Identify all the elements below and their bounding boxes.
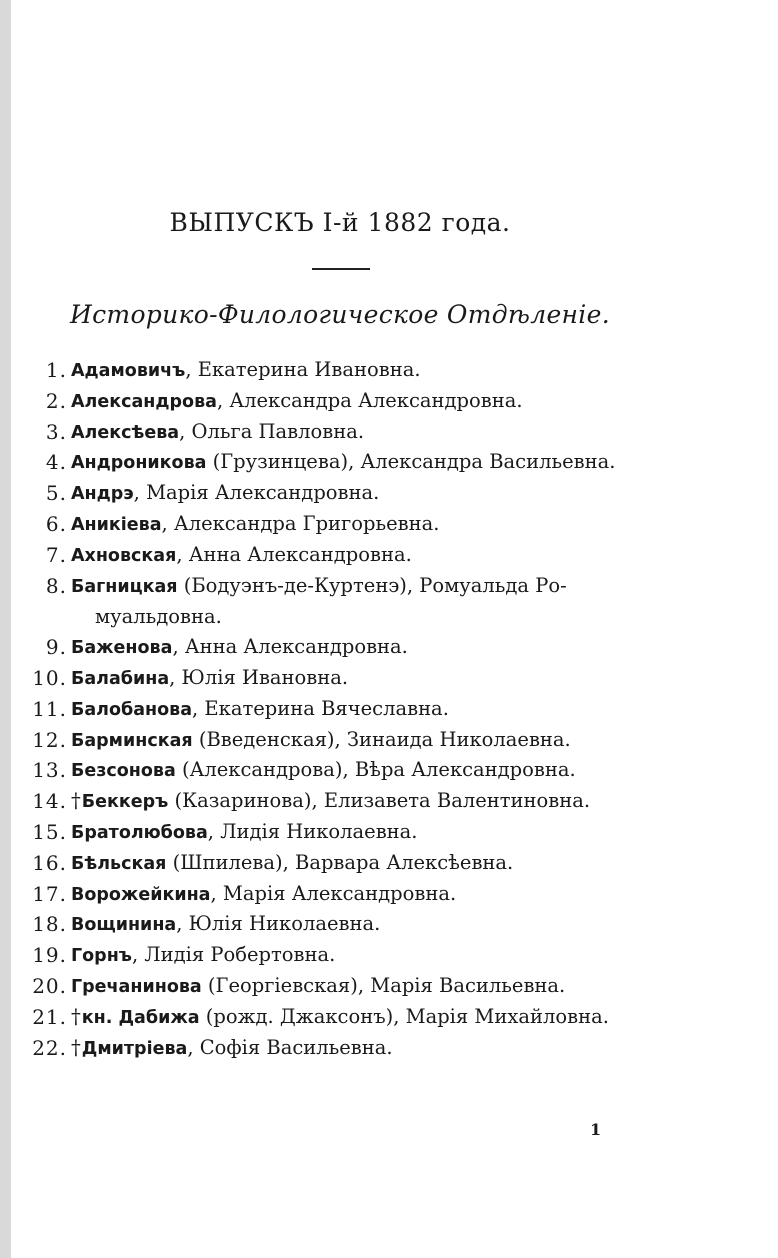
entry-surname: Алексѣева	[71, 422, 180, 443]
entry-text	[71, 417, 671, 448]
entry-given-names: , Юлія Ивановна.	[169, 665, 349, 689]
entry-surname: Братолюбова	[71, 822, 208, 843]
entry-number: 2.	[45, 388, 67, 413]
list-item	[22, 725, 672, 756]
entry-text	[71, 909, 671, 940]
entry-given-names: , Анна Александровна.	[176, 542, 412, 566]
entry-text	[71, 879, 671, 910]
entry-text	[71, 1033, 671, 1064]
entry-given-names: (Шпилева), Варвара Алексѣевна.	[166, 850, 514, 874]
entry-text	[71, 632, 671, 663]
entry-number: 7.	[45, 542, 67, 567]
entry-surname: Балобанова	[71, 699, 193, 720]
entry-number: 9.	[45, 635, 67, 660]
entry-text	[71, 755, 671, 786]
entry-text	[71, 509, 671, 540]
deceased-dagger-mark: †	[71, 1035, 81, 1059]
entry-given-names: , Екатерина Вячеславна.	[192, 696, 449, 720]
entry-text	[71, 694, 671, 725]
entry-number: 13.	[32, 758, 67, 783]
list-item	[22, 663, 672, 694]
entry-given-names: , Ольга Павловна.	[179, 419, 365, 443]
list-item	[22, 386, 672, 417]
entry-given-names: , Марія Александровна.	[210, 881, 457, 905]
entry-given-names: (Грузинцева), Александра Васильевна.	[206, 450, 616, 474]
entry-given-names: , Александра Григорьевна.	[161, 511, 440, 535]
entry-given-names: (Александрова), Вѣра Александровна.	[175, 758, 576, 782]
list-item	[22, 879, 672, 910]
entry-surname: кн. Дабижа	[81, 1007, 200, 1028]
entry-surname: Вощинина	[71, 915, 177, 936]
entry-surname: Бѣльская	[71, 853, 167, 874]
entry-text	[71, 786, 671, 817]
entry-given-names: , Марія Александровна.	[133, 481, 380, 505]
list-item	[22, 694, 672, 725]
list-item	[22, 355, 672, 386]
entry-surname: Ахновская	[71, 545, 177, 566]
list-item	[22, 632, 672, 663]
entry-surname: Горнъ	[71, 946, 132, 967]
entry-number: 1.	[45, 358, 67, 382]
entry-number: 14.	[32, 789, 67, 814]
entry-number: 18.	[32, 912, 67, 937]
list-item	[22, 1033, 672, 1064]
list-item	[22, 940, 672, 971]
title-divider	[312, 268, 370, 270]
entry-text	[71, 571, 671, 632]
entry-surname: Беккеръ	[81, 792, 169, 813]
entry-given-names: (Казаринова), Елизавета Валентиновна.	[168, 789, 591, 813]
entry-text	[71, 971, 671, 1002]
list-item	[22, 509, 672, 540]
entry-text	[71, 478, 671, 509]
entry-number: 4.	[45, 450, 67, 475]
list-item	[22, 540, 672, 571]
list-item	[22, 786, 672, 817]
entry-surname: Дмитріева	[81, 1038, 188, 1059]
entry-surname: Гречанинова	[71, 976, 202, 997]
page-title: ВЫПУСКЪ I-й 1882 года.	[169, 208, 511, 237]
list-item	[22, 571, 672, 633]
entry-given-names: (Бодуэнъ-де-Куртенэ), Ромуальда Ро-	[177, 573, 567, 597]
list-item	[22, 447, 672, 478]
entry-number: 21.	[32, 1004, 67, 1029]
entry-number: 20.	[32, 973, 67, 998]
entry-given-names: , Анна Александровна.	[172, 635, 408, 659]
entry-given-names: , Лидія Николаевна.	[207, 819, 418, 843]
entry-text	[71, 540, 671, 571]
entry-surname: Безсонова	[71, 761, 176, 782]
entry-given-names: , Софія Васильевна.	[187, 1035, 393, 1059]
list-item	[22, 909, 672, 940]
entry-surname: Андрэ	[71, 484, 134, 505]
entry-text	[71, 848, 671, 879]
entry-text	[71, 940, 671, 971]
entry-continuation: муальдовна.	[95, 604, 222, 628]
entry-given-names: , Лидія Робертовна.	[131, 943, 336, 967]
entry-number: 3.	[45, 419, 67, 444]
entry-surname: Баженова	[71, 638, 173, 659]
entry-number: 19.	[32, 943, 67, 968]
name-list	[22, 355, 672, 1063]
entry-surname: Адамовичъ	[71, 361, 186, 381]
entry-number: 16.	[32, 850, 67, 875]
entry-given-names: , Юлія Николаевна.	[176, 912, 381, 936]
entry-text	[71, 817, 671, 848]
entry-text	[71, 386, 671, 417]
deceased-dagger-mark: †	[71, 789, 81, 813]
entry-surname: Балабина	[71, 668, 170, 689]
entry-surname: Андроникова	[71, 453, 207, 474]
entry-text	[71, 447, 671, 478]
entry-surname: Александрова	[71, 391, 217, 412]
entry-number: 11.	[32, 696, 67, 721]
entry-number: 17.	[32, 881, 67, 906]
list-item	[22, 971, 672, 1002]
entry-text	[71, 1002, 671, 1033]
list-item	[22, 817, 672, 848]
entry-text	[71, 355, 671, 386]
page-number: 1	[590, 1120, 602, 1139]
list-item	[22, 1002, 672, 1033]
section-heading: Историко-Филологическое Отдѣленіе.	[70, 300, 610, 329]
entry-surname: Багницкая	[71, 576, 178, 597]
entry-number: 5.	[45, 481, 67, 506]
entry-number: 12.	[32, 727, 67, 752]
entry-number: 15.	[32, 819, 67, 844]
list-item	[22, 417, 672, 448]
entry-given-names: , Екатерина Ивановна.	[185, 358, 421, 381]
deceased-dagger-mark: †	[71, 1004, 81, 1028]
entry-number: 10.	[32, 665, 67, 690]
entry-number: 22.	[32, 1035, 67, 1060]
entry-given-names: (Введенская), Зинаида Николаевна.	[192, 727, 571, 751]
entry-given-names: , Александра Александровна.	[216, 388, 523, 412]
entry-given-names: (рожд. Джаксонъ), Марія Михайловна.	[199, 1004, 609, 1028]
entry-given-names: (Георгіевская), Марія Васильевна.	[201, 973, 566, 997]
entry-text	[71, 725, 671, 756]
entry-number: 8.	[45, 573, 67, 598]
entry-surname: Аникіева	[71, 514, 162, 535]
list-item	[22, 478, 672, 509]
list-item	[22, 755, 672, 786]
list-item	[22, 848, 672, 879]
entry-surname: Ворожейкина	[71, 884, 211, 905]
entry-text	[71, 663, 671, 694]
entry-number: 6.	[45, 511, 67, 536]
entry-surname: Барминская	[71, 730, 193, 751]
